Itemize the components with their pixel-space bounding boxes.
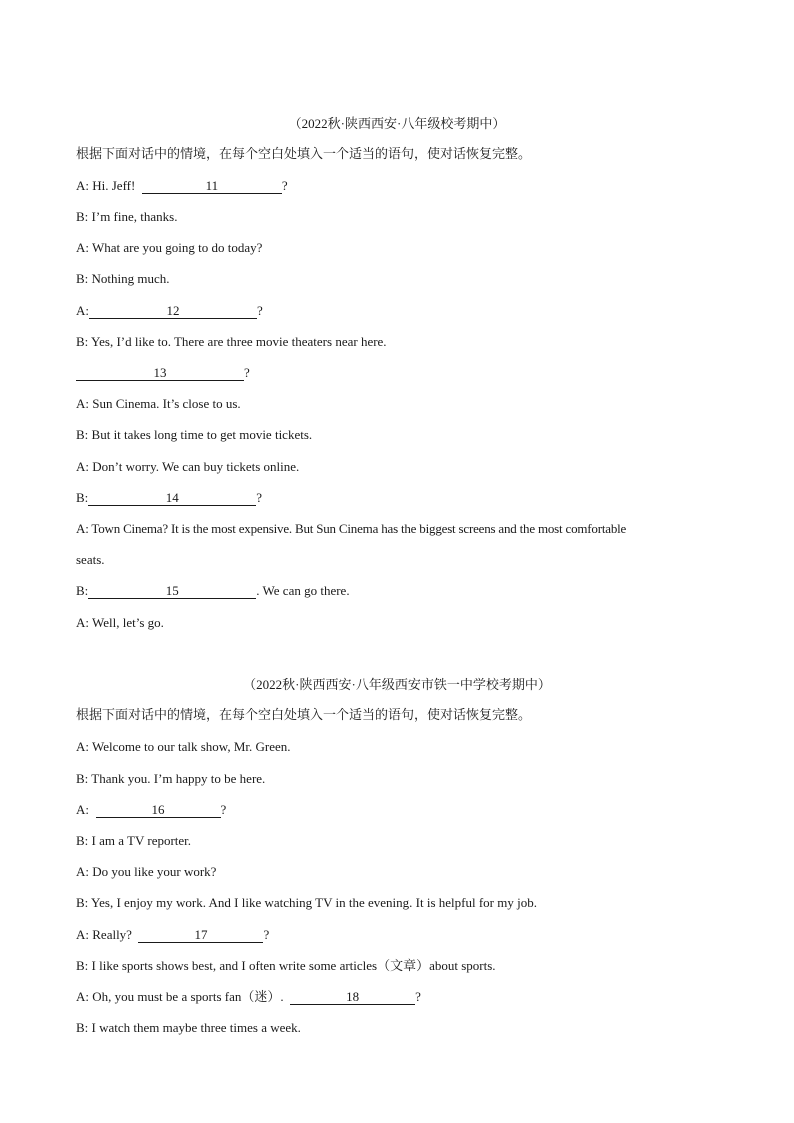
- line-end: ?: [256, 490, 263, 505]
- dialogue-line: A: Well, let’s go.: [76, 615, 164, 630]
- dialogue-line: seats.: [76, 552, 105, 567]
- dialogue-line: A: Town Cinema? It is the most expensive. But Sun Cinema has the biggest screens and the most comfortable: [76, 521, 627, 536]
- answer-blank-13[interactable]: 13: [76, 366, 244, 381]
- dialogue-line: B: Nothing much.: [76, 271, 170, 286]
- dialogue-line: B: Thank you. I’m happy to be here.: [76, 771, 266, 786]
- line-end: ?: [263, 927, 270, 942]
- dialogue-line: A: Don’t worry. We can buy tickets online.: [76, 459, 300, 474]
- answer-blank-11[interactable]: 11: [142, 179, 282, 194]
- speaker-text: A: Oh, you must be a sports fan（迷）.: [76, 989, 291, 1004]
- dialogue-line: A: Sun Cinema. It’s close to us.: [76, 396, 241, 411]
- answer-blank-12[interactable]: 12: [89, 304, 257, 319]
- answer-blank-17[interactable]: 17: [138, 928, 263, 943]
- line-end: ?: [257, 303, 263, 318]
- dialogue-line: A: What are you going to do today?: [76, 240, 263, 255]
- speaker-text: B:: [76, 490, 89, 505]
- answer-blank-15[interactable]: 15: [88, 584, 256, 599]
- dialogue-line: B: Yes, I’d like to. There are three movie theaters near here.: [76, 334, 387, 349]
- dialogue-line: [76, 303, 263, 319]
- section-1-instruction: 根据下面对话中的情境，在每个空白处填入一个适当的语句，使对话恢复完整。: [76, 147, 532, 162]
- speaker-text: A: Hi. Jeff!: [76, 178, 142, 193]
- speaker-text: A:: [76, 303, 89, 318]
- answer-blank-18[interactable]: 18: [290, 990, 415, 1005]
- answer-blank-14[interactable]: 14: [88, 491, 256, 506]
- line-end: ?: [415, 989, 421, 1004]
- dialogue-line: [76, 927, 269, 943]
- dialogue-line: [76, 802, 226, 818]
- line-end: ?: [220, 802, 227, 817]
- dialogue-line: B: Yes, I enjoy my work. And I like watching TV in the evening. It is helpful for my job.: [76, 895, 537, 910]
- dialogue-line: B: I am a TV reporter.: [76, 833, 192, 848]
- dialogue-line: [76, 583, 350, 599]
- dialogue-line: [76, 365, 250, 381]
- line-end: . We can go there.: [256, 583, 350, 598]
- section-2-instruction: 根据下面对话中的情境，在每个空白处填入一个适当的语句，使对话恢复完整。: [76, 708, 532, 723]
- speaker-text: A: Really?: [76, 927, 139, 942]
- dialogue-line: [76, 989, 421, 1005]
- dialogue-line: B: I’m fine, thanks.: [76, 209, 178, 224]
- speaker-text: B:: [76, 583, 89, 598]
- dialogue-line: A: Do you like your work?: [76, 864, 217, 879]
- line-end: ?: [244, 365, 250, 380]
- dialogue-line: B: But it takes long time to get movie tickets.: [76, 427, 313, 442]
- section-2-source: （2022秋·陕西西安·八年级西安市铁一中学校考期中）: [243, 677, 551, 692]
- dialogue-line: [76, 490, 262, 506]
- dialogue-line: [76, 178, 288, 194]
- speaker-text: A:: [76, 802, 96, 817]
- answer-blank-16[interactable]: 16: [96, 803, 221, 818]
- section-1-source: （2022秋·陕西西安·八年级校考期中）: [288, 116, 506, 131]
- line-end: ?: [281, 178, 288, 193]
- dialogue-line: A: Welcome to our talk show, Mr. Green.: [76, 739, 291, 754]
- dialogue-line: B: I like sports shows best, and I often write some articles（文章）about sports.: [76, 958, 496, 973]
- dialogue-line: B: I watch them maybe three times a week.: [76, 1020, 301, 1035]
